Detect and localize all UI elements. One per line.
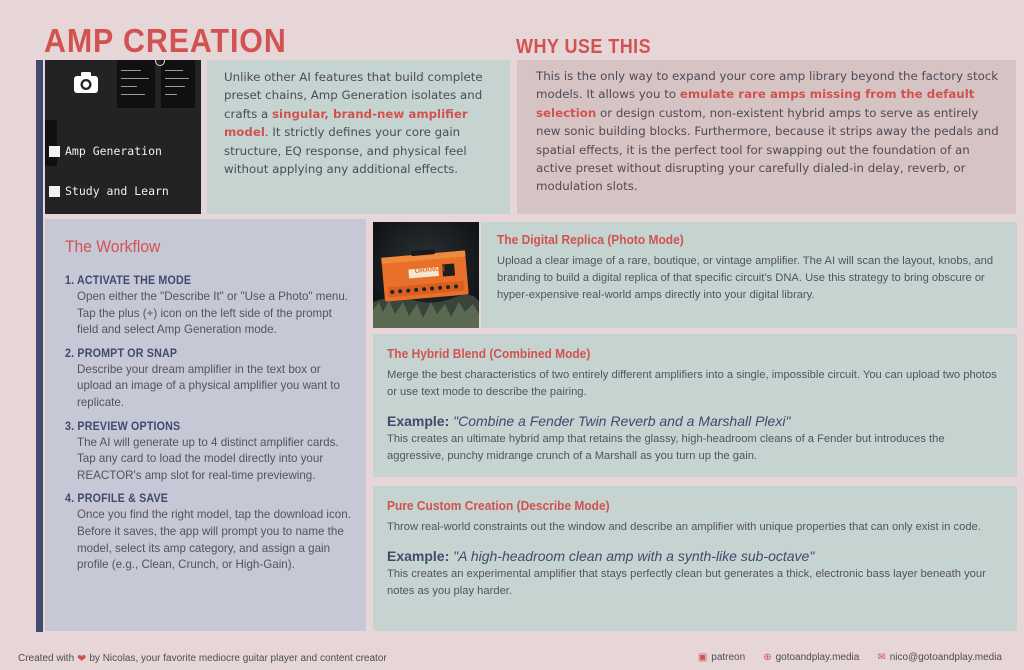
amp-photo xyxy=(373,222,479,328)
checkbox[interactable] xyxy=(49,146,60,157)
why-highlight: emulate rare amps missing from the default selection xyxy=(536,87,975,120)
card-title: Pure Custom Creation (Describe Mode) xyxy=(387,498,610,513)
card-digital-replica xyxy=(481,222,1017,328)
intro-text: Unlike other AI features that build complete preset chains, Amp Generation isolates and crafts a xyxy=(224,70,483,121)
example-quote: "A high-headroom clean amp with a synth-like sub-octave" xyxy=(453,548,815,564)
footer-links xyxy=(698,652,1002,663)
page-title: AMP CREATION xyxy=(44,22,287,59)
why-panel xyxy=(517,60,1016,214)
why-title: WHY USE THIS xyxy=(516,36,652,58)
amp-brand-text: ORANGE xyxy=(414,265,446,275)
menu-item-amp-generation[interactable] xyxy=(49,144,162,158)
card-body: Upload a clear image of a rare, boutique, or vintage amplifier. The AI will scan the layout, knobs, and branding to build a digital replica of that specific circuit's DNA. Use this strategy to bring obscure or hyper-expensive real-world amps directly into your digital library. xyxy=(497,255,994,301)
card-title: The Hybrid Blend (Combined Mode) xyxy=(387,346,591,361)
footer-by-text: by Nicolas, your favorite mediocre guitar player and content creator xyxy=(89,653,387,664)
thumbnail xyxy=(161,60,195,108)
footer-credit xyxy=(18,652,387,665)
example-line xyxy=(387,413,1003,429)
why-text-end: or design custom, non-existent hybrid amps to serve as entirely new sonic building blocks. Furthermore, because it strips away the pedals and spatial effects, it is the perfect tool for swapping out the foundation of an active preset without disrupting your carefully dialed-in delay, reverb, or modulation slots. xyxy=(536,105,999,194)
thumbnail xyxy=(117,60,155,108)
example-quote: "Combine a Fender Twin Reverb and a Marshall Plexi" xyxy=(453,413,791,429)
card-body: Throw real-world constraints out the window and describe an amplifier with unique properties that can only exist in code. xyxy=(387,521,981,533)
footer-created-with: Created with xyxy=(18,653,75,664)
step-body: The AI will generate up to 4 distinct amplifier cards. Tap any card to load the model directly into your REACTOR's amp slot for real-time previewing. xyxy=(77,435,339,482)
menu-item-study-and-learn[interactable] xyxy=(49,184,169,198)
card-body: Merge the best characteristics of two entirely different amplifiers into a single, impossible circuit. You can upload two photos or use text mode to describe the pairing. xyxy=(387,369,997,398)
menu-item-label: Study and Learn xyxy=(65,184,169,198)
accent-bar xyxy=(36,60,43,632)
workflow-step xyxy=(65,274,352,339)
workflow-step xyxy=(65,347,352,412)
patreon-icon: ▣ xyxy=(697,652,708,663)
step-heading: 2. PROMPT OR SNAP xyxy=(65,346,178,360)
workflow-title: The Workflow xyxy=(65,237,161,256)
step-heading: 3. PREVIEW OPTIONS xyxy=(65,419,181,433)
example-body: This creates an experimental amplifier that stays perfectly clean but generates a thick, electronic bass layer beneath your notes as you play harder. xyxy=(387,568,986,597)
workflow-step xyxy=(65,492,352,573)
workflow-panel xyxy=(45,219,366,631)
camera-icon[interactable] xyxy=(69,66,103,100)
card-hybrid-blend xyxy=(373,334,1017,477)
link-label: patreon xyxy=(711,652,746,663)
intro-panel xyxy=(207,60,510,214)
step-body: Open either the "Describe It" or "Use a Photo" menu. Tap the plus (+) icon on the left side of the prompt field and select Amp Generation mode. xyxy=(77,290,349,337)
example-label: Example: xyxy=(387,413,450,429)
step-body: Once you find the right model, tap the download icon. Before it saves, the app will prompt you to name the model, select its amp category, and assign a gain profile (e.g., Clean, Crunch, or High-Gain). xyxy=(77,508,351,572)
globe-icon: ⊕ xyxy=(763,652,772,663)
card-title: The Digital Replica (Photo Mode) xyxy=(497,232,684,247)
menu-item-label: Amp Generation xyxy=(65,144,162,158)
workflow-step xyxy=(65,420,352,485)
example-label: Example: xyxy=(387,548,450,564)
website-link[interactable] xyxy=(763,652,859,663)
email-link[interactable] xyxy=(877,652,1002,663)
step-heading: 4. PROFILE & SAVE xyxy=(65,492,169,506)
example-body: This creates an ultimate hybrid amp that retains the glassy, high-headroom cleans of a Fender but introduces the aggressive, punchy midrange crunch of a Marshall as you turn up the gain. xyxy=(387,433,945,462)
app-screenshot xyxy=(45,60,201,214)
step-body: Describe your dream amplifier in the text box or upload an image of a physical amplifier you want to replicate. xyxy=(77,362,340,409)
patreon-link[interactable] xyxy=(698,652,745,663)
intro-text-end: . It strictly defines your core gain structure, EQ response, and physical feel without applying any additional effects. xyxy=(224,125,467,177)
intro-highlight: singular, brand-new amplifier model xyxy=(224,106,468,140)
mail-icon: ✉ xyxy=(877,652,886,663)
link-label: nico@gotoandplay.media xyxy=(889,652,1002,663)
checkbox[interactable] xyxy=(49,186,60,197)
card-pure-custom xyxy=(373,486,1017,631)
heart-icon: ❤ xyxy=(77,653,87,665)
example-line xyxy=(387,548,1003,564)
why-text: This is the only way to expand your core amp library beyond the factory stock models. It allows you to xyxy=(536,69,999,102)
step-heading: 1. ACTIVATE THE MODE xyxy=(65,274,192,287)
link-label: gotoandplay.media xyxy=(775,652,860,663)
